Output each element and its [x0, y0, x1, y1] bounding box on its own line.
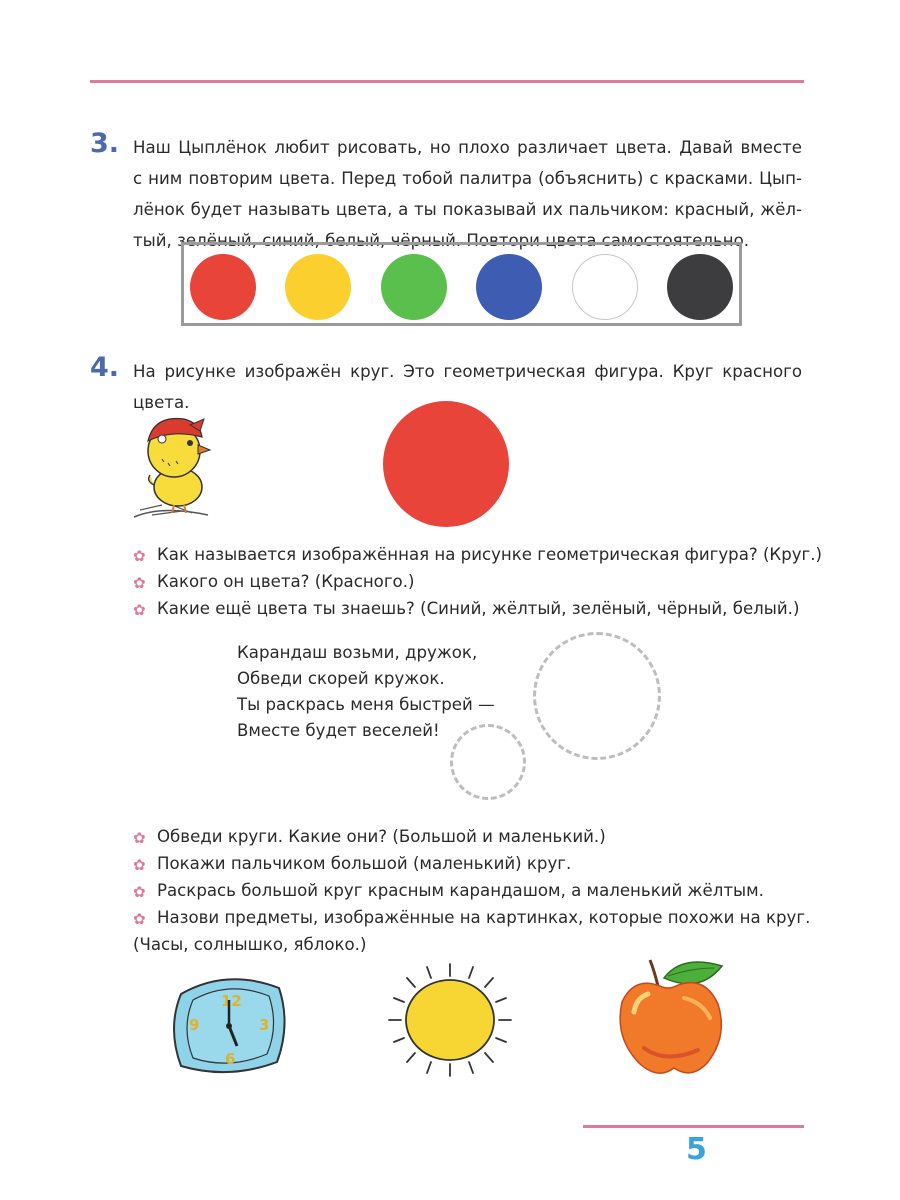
flower-icon: ✿ — [133, 547, 146, 565]
clock-number: 6 — [225, 1050, 236, 1068]
sun-illustration — [385, 960, 515, 1080]
color-palette — [181, 242, 742, 326]
instruction-list — [133, 823, 810, 958]
clock-number: 9 — [189, 1016, 200, 1034]
swatch-white[interactable] — [572, 254, 638, 320]
apple-illustration — [614, 952, 730, 1082]
dashed-big-circle[interactable] — [533, 632, 661, 760]
swatch-blue[interactable] — [476, 254, 542, 320]
flower-icon: ✿ — [133, 601, 146, 619]
chick-illustration — [132, 405, 212, 523]
instruction-item: ✿ Раскрась большой круг красным карандашом, а маленький жёлтым. — [133, 877, 810, 904]
clock-number: 3 — [259, 1016, 270, 1034]
question-list — [133, 541, 822, 622]
big-red-circle — [383, 401, 509, 527]
flower-icon: ✿ — [133, 574, 146, 592]
poem-line: Ты раскрась меня быстрей — — [237, 695, 495, 714]
instruction-item: ✿ Покажи пальчиком большой (маленький) круг. — [133, 850, 810, 877]
poem — [237, 640, 495, 744]
swatch-yellow[interactable] — [285, 254, 351, 320]
flower-icon: ✿ — [133, 910, 146, 928]
swatch-green[interactable] — [381, 254, 447, 320]
instruction-item: ✿ Обведи круги. Какие они? (Большой и маленький.) — [133, 823, 810, 850]
poem-line: Обведи скорей кружок. — [237, 669, 445, 688]
bottom-rule — [583, 1125, 804, 1128]
task-4-number: 4. — [90, 352, 120, 383]
question-item: ✿ Какие ещё цвета ты знаешь? (Синий, жёлтый, зелёный, чёрный, белый.) — [133, 595, 822, 622]
flower-icon: ✿ — [133, 883, 146, 901]
clock-illustration — [167, 972, 293, 1078]
task-3-line: с ним повторим цвета. Перед тобой палитра (объяснить) с красками. Цып- — [133, 169, 802, 188]
instruction-item: ✿ Назови предметы, изображённые на картинках, которые похожи на круг. — [133, 904, 810, 931]
task-3-line: Наш Цыплёнок любит рисовать, но плохо различает цвета. Давай вместе — [133, 138, 802, 157]
question-item: ✿ Какого он цвета? (Красного.) — [133, 568, 822, 595]
swatch-red[interactable] — [190, 254, 256, 320]
flower-icon: ✿ — [133, 829, 146, 847]
dashed-small-circle[interactable] — [450, 724, 526, 800]
flower-icon: ✿ — [133, 856, 146, 874]
swatch-black[interactable] — [667, 254, 733, 320]
top-rule — [90, 80, 804, 83]
task-3-line: тый, зелёный, синий, белый, чёрный. Повтори цвета самостоятельно. — [133, 231, 750, 250]
task-3-line: лёнок будет называть цвета, а ты показывай их пальчиком: красный, жёл- — [133, 200, 802, 219]
poem-line: Карандаш возьми, дружок, — [237, 643, 478, 662]
instruction-item-continued: (Часы, солнышко, яблоко.) — [133, 935, 367, 954]
poem-line: Вместе будет веселей! — [237, 721, 440, 740]
task-4-line: цвета. — [133, 393, 190, 412]
clock-number: 12 — [221, 992, 242, 1010]
question-item: ✿ Как называется изображённая на рисунке геометрическая фигура? (Круг.) — [133, 541, 822, 568]
task-3-text — [133, 132, 802, 256]
task-3-number: 3. — [90, 128, 120, 159]
task-4-line: На рисунке изображён круг. Это геометрическая фигура. Круг красного — [133, 362, 802, 381]
page-number: 5 — [686, 1132, 707, 1167]
